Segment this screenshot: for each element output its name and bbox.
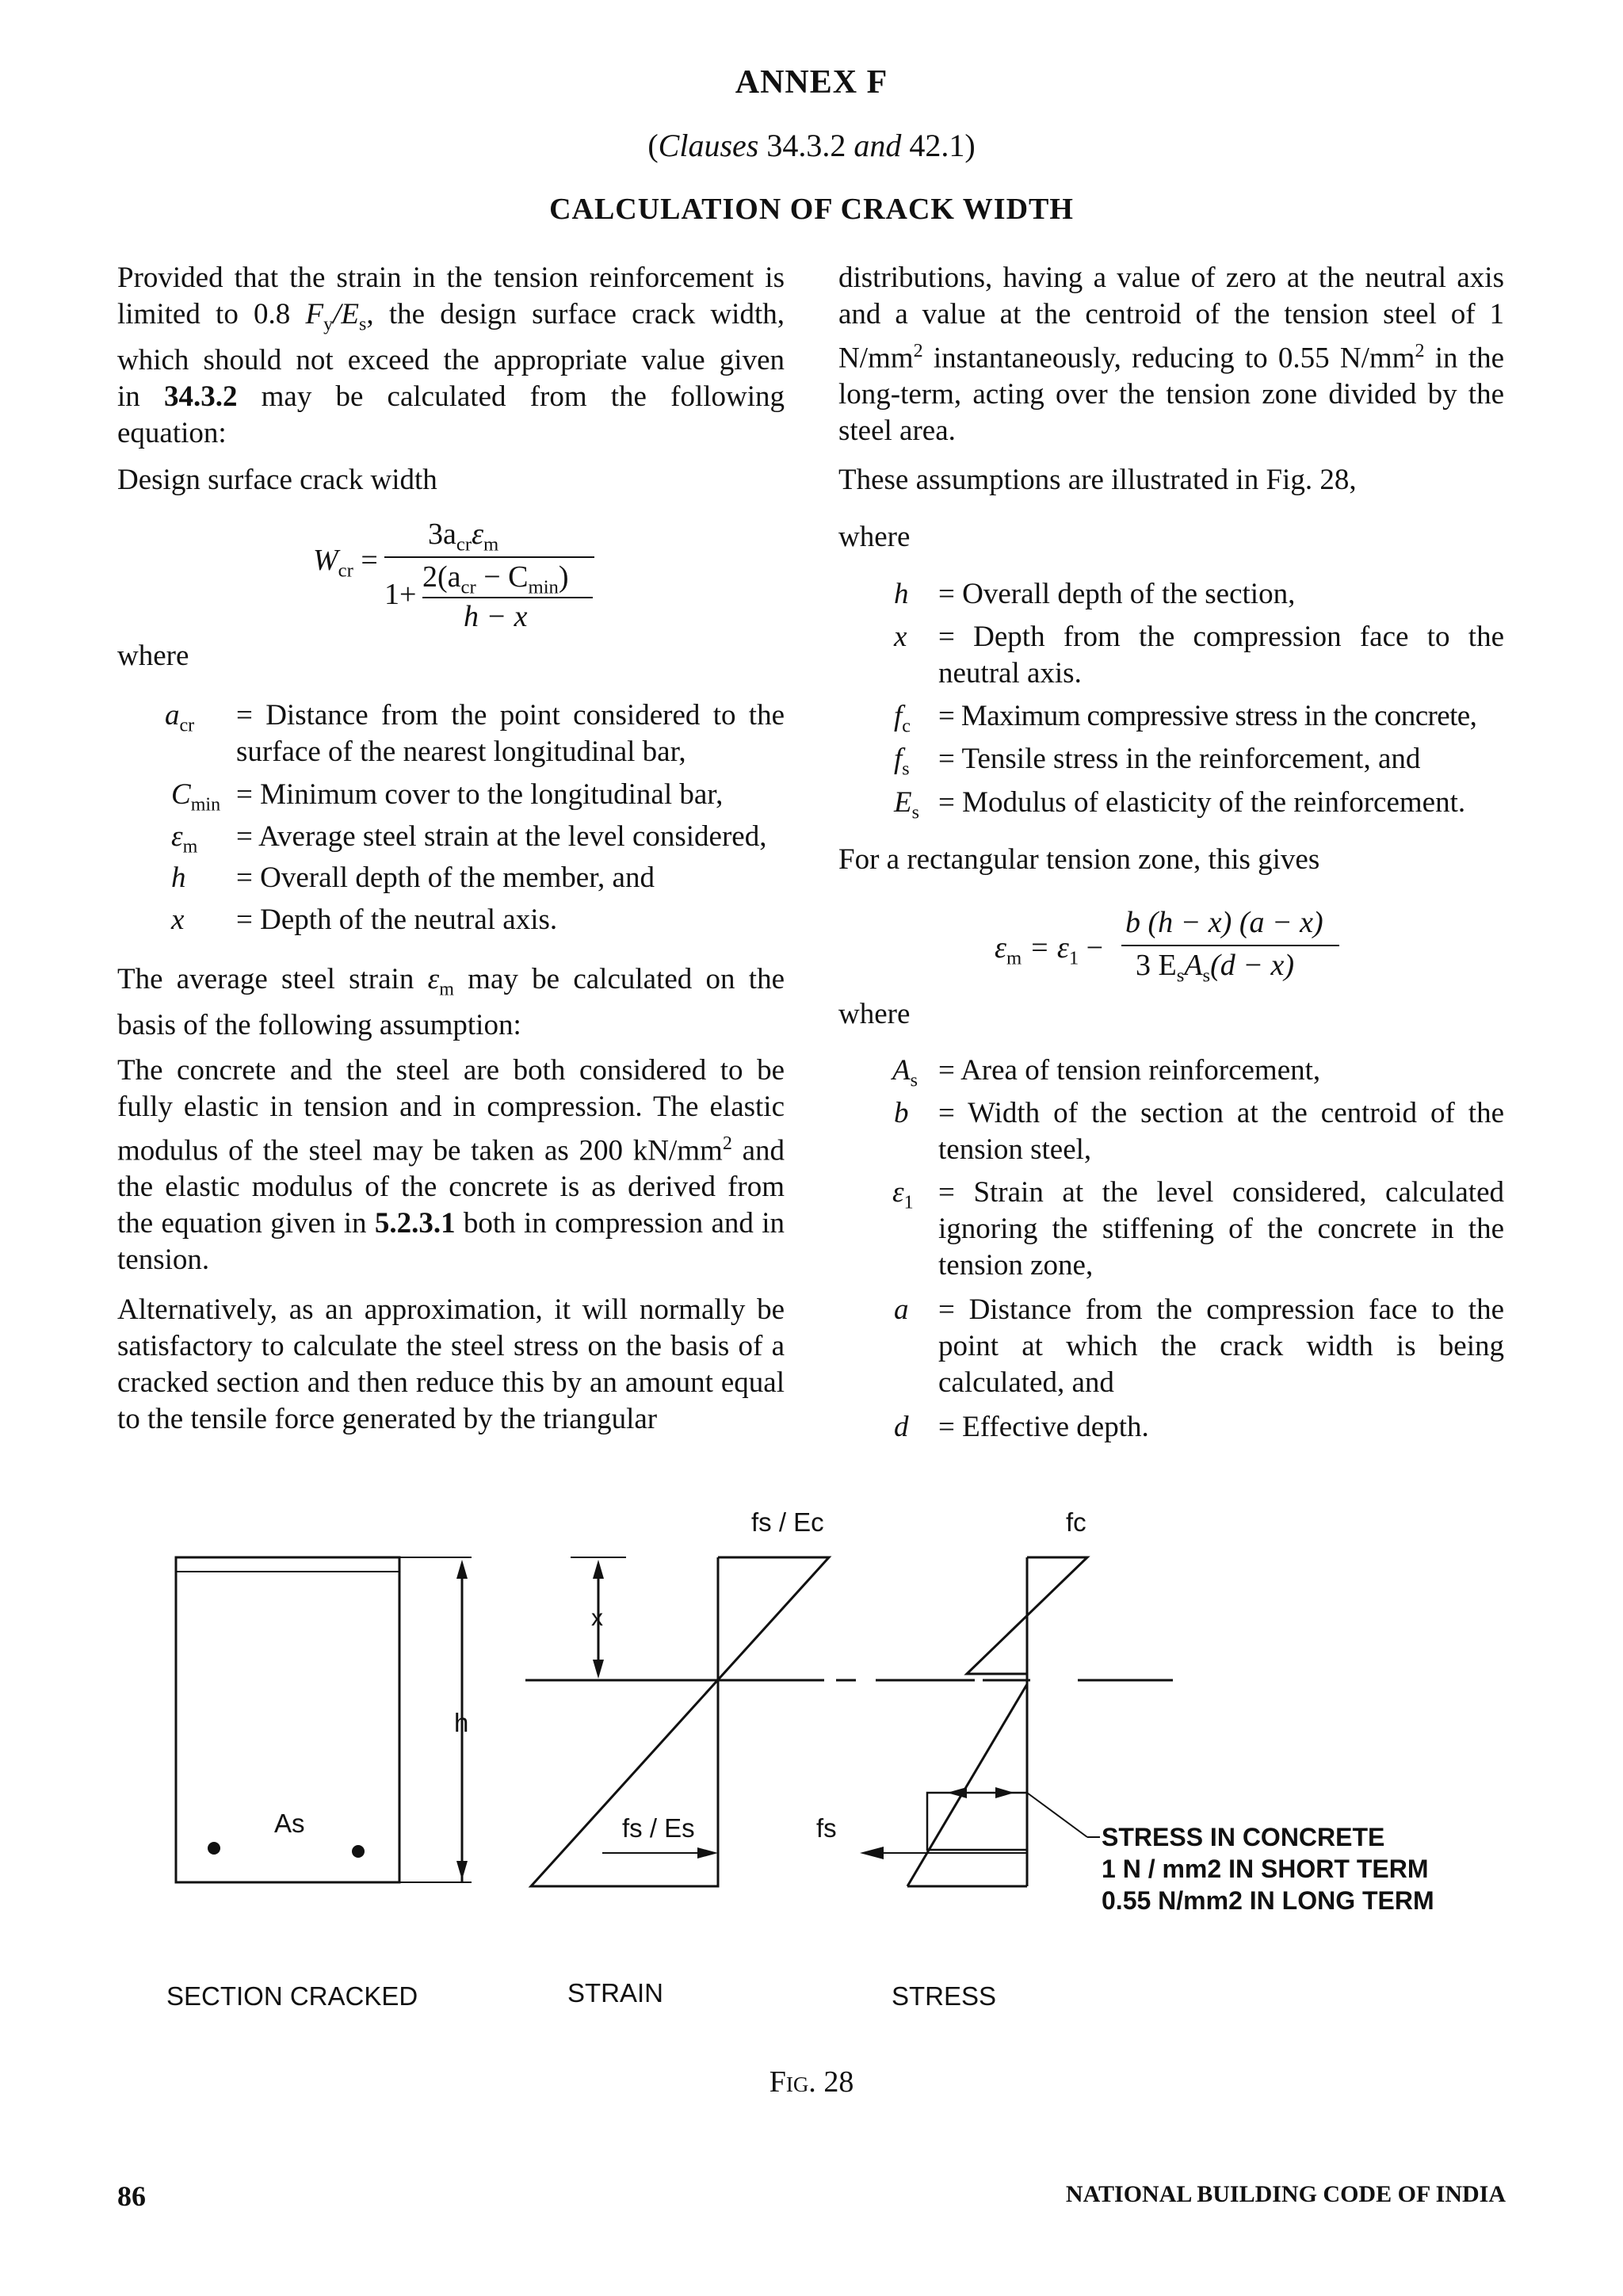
- def-row: b = Width of the section at the centroid of the tension steel,: [894, 1097, 1504, 1166]
- strain-arrow: [697, 1847, 718, 1859]
- concrete-paragraph: The concrete and the steel are both considered to be fully elastic in tension and in compression. The elastic modulus of the steel may be taken as 200 $kN/mm^2$ and the elastic modulus of the concrete is as derived from the equation given in 5.2.3.1 both in compression and in tension.: [117, 1054, 785, 1277]
- clauses-subheading: (Clauses 34.3.2 and 42.1): [647, 128, 976, 163]
- fs-ec-label: fs / Ec: [751, 1507, 824, 1537]
- em-lhs: $\varepsilon_m = \varepsilon_1$ −: [995, 931, 1104, 969]
- strain-label: STRAIN: [567, 1978, 664, 2008]
- stress-tension-line: [907, 1684, 1027, 1886]
- def-row: h = Overall depth of the section,: [894, 578, 1296, 610]
- stress-arrow-right: [995, 1787, 1014, 1798]
- section-cracked-label: SECTION CRACKED: [166, 1981, 418, 2011]
- where-label-3: where: [838, 998, 911, 1030]
- clauses-and: and: [854, 128, 902, 163]
- def-row: x = Depth of the neutral axis.: [171, 904, 558, 936]
- concrete-stress-block: [927, 1793, 1027, 1850]
- fs-label: fs: [816, 1813, 837, 1843]
- h-arrow-top: [456, 1560, 468, 1579]
- intro-line: which should not exceed the appropriate value given: [117, 344, 785, 377]
- x-label: x: [591, 1605, 603, 1631]
- stress-note-line3: 0.55 N/mm2 IN LONG TERM: [1102, 1886, 1434, 1915]
- em-numerator: b (h − x) (a − x): [1125, 906, 1323, 939]
- eq-den-one: 1+: [384, 578, 417, 611]
- section-title: CALCULATION OF CRACK WIDTH: [549, 193, 1074, 226]
- alternative-paragraph: Alternatively, as an approximation, it will normally be satisfactory to calculate the steel stress on the basis of a cracked section and then reduce this by an amount equal to the tensile force generated by the triangular: [117, 1293, 785, 1435]
- assumptions-line: These assumptions are illustrated in Fig. 28,: [838, 464, 1357, 496]
- h-label: h: [454, 1708, 469, 1737]
- intro-line: equation:: [117, 417, 227, 450]
- x-arrow-bottom: [593, 1660, 604, 1679]
- figure-caption: Fig. 28: [769, 2065, 854, 2099]
- def-row: $E_s$ = Modulus of elasticity of the reinforcement.: [894, 786, 1466, 823]
- callout-leader: [1027, 1793, 1087, 1837]
- def-row: $f_s$ = Tensile stress in the reinforcement, and: [894, 743, 1421, 780]
- def-row: $f_c$ = Maximum compressive stress in the concrete,: [894, 700, 1477, 737]
- continuation-paragraph: distributions, having a value of zero at the neutral axis and a value at the centroid of the tension steel of 1 $N/mm^2$ instantaneously, reducing to 0.55 $N/mm^2$ in the long-term, acting over the tension zone divided by the steel area.: [838, 262, 1504, 448]
- eq-den-numerator: $2(a_{cr} - C_{min})$: [422, 560, 569, 598]
- def-row: $A_s$ = Area of tension reinforcement,: [892, 1054, 1321, 1091]
- page-number: 86: [117, 2180, 146, 2212]
- clauses-ref2: 42.1: [909, 128, 965, 163]
- rebar-dot: [352, 1845, 365, 1858]
- def-row: a = Distance from the compression face to the point at which the crack width is being calculated, and: [894, 1293, 1504, 1399]
- eq-lhs: $W_{cr}$ =: [313, 544, 378, 582]
- intro-line: limited to 0.8 $F_y/E_s$, the design surface crack width,: [117, 298, 785, 335]
- def-row: $a_{cr}$ = Distance from the point considered to the surface of the nearest longitudinal bar,: [165, 699, 785, 768]
- stress-note-line2: 1 N / mm2 IN SHORT TERM: [1102, 1855, 1429, 1883]
- avg-strain-paragraph: The average steel strain $\varepsilon_m$ may be calculated on the basis of the following assumption:: [117, 963, 785, 1042]
- rebar-dot: [208, 1842, 220, 1855]
- clauses-ref1: 34.3.2: [766, 128, 846, 163]
- rectangular-line: For a rectangular tension zone, this gives: [838, 843, 1320, 876]
- intro-line: Provided that the strain in the tension reinforcement is: [117, 262, 785, 294]
- def-row: $\varepsilon_1$ = Strain at the level considered, calculated ignoring the stiffening of the concrete in the tension zone,: [892, 1176, 1504, 1282]
- as-label: As: [274, 1809, 305, 1838]
- stress-arrow-left: [947, 1787, 967, 1798]
- em-denominator: 3 $E_sA_s(d - x)$: [1136, 949, 1294, 987]
- def-row: h = Overall depth of the member, and: [171, 861, 655, 894]
- def-row: $C_{min}$ = Minimum cover to the longitudinal bar,: [171, 778, 724, 816]
- intro-line: in 34.3.2 may be calculated from the following: [117, 380, 785, 414]
- clauses-prefix: Clauses: [658, 128, 759, 163]
- x-arrow-top: [593, 1560, 604, 1579]
- fs-arrow: [860, 1847, 884, 1859]
- stress-label: STRESS: [892, 1981, 997, 2011]
- where-label-1: where: [117, 640, 189, 672]
- def-row: x = Depth from the compression face to the neutral axis.: [894, 621, 1504, 690]
- def-row: d = Effective depth.: [894, 1411, 1149, 1443]
- fs-es-label: fs / Es: [622, 1813, 695, 1843]
- eq-den-denominator: h − x: [464, 600, 528, 633]
- def-row: $\varepsilon_m$ = Average steel strain at the level considered,: [171, 820, 767, 858]
- eq-numerator: $3a_{cr}\varepsilon_m$: [428, 518, 499, 556]
- fc-label: fc: [1066, 1507, 1086, 1537]
- h-arrow-bottom: [456, 1861, 468, 1880]
- annex-heading: ANNEX F: [735, 64, 888, 101]
- book-title: NATIONAL BUILDING CODE OF INDIA: [1065, 2181, 1506, 2207]
- design-label: Design surface crack width: [117, 464, 437, 496]
- where-label-2: where: [838, 521, 911, 553]
- stress-note-line1: STRESS IN CONCRETE: [1102, 1823, 1385, 1851]
